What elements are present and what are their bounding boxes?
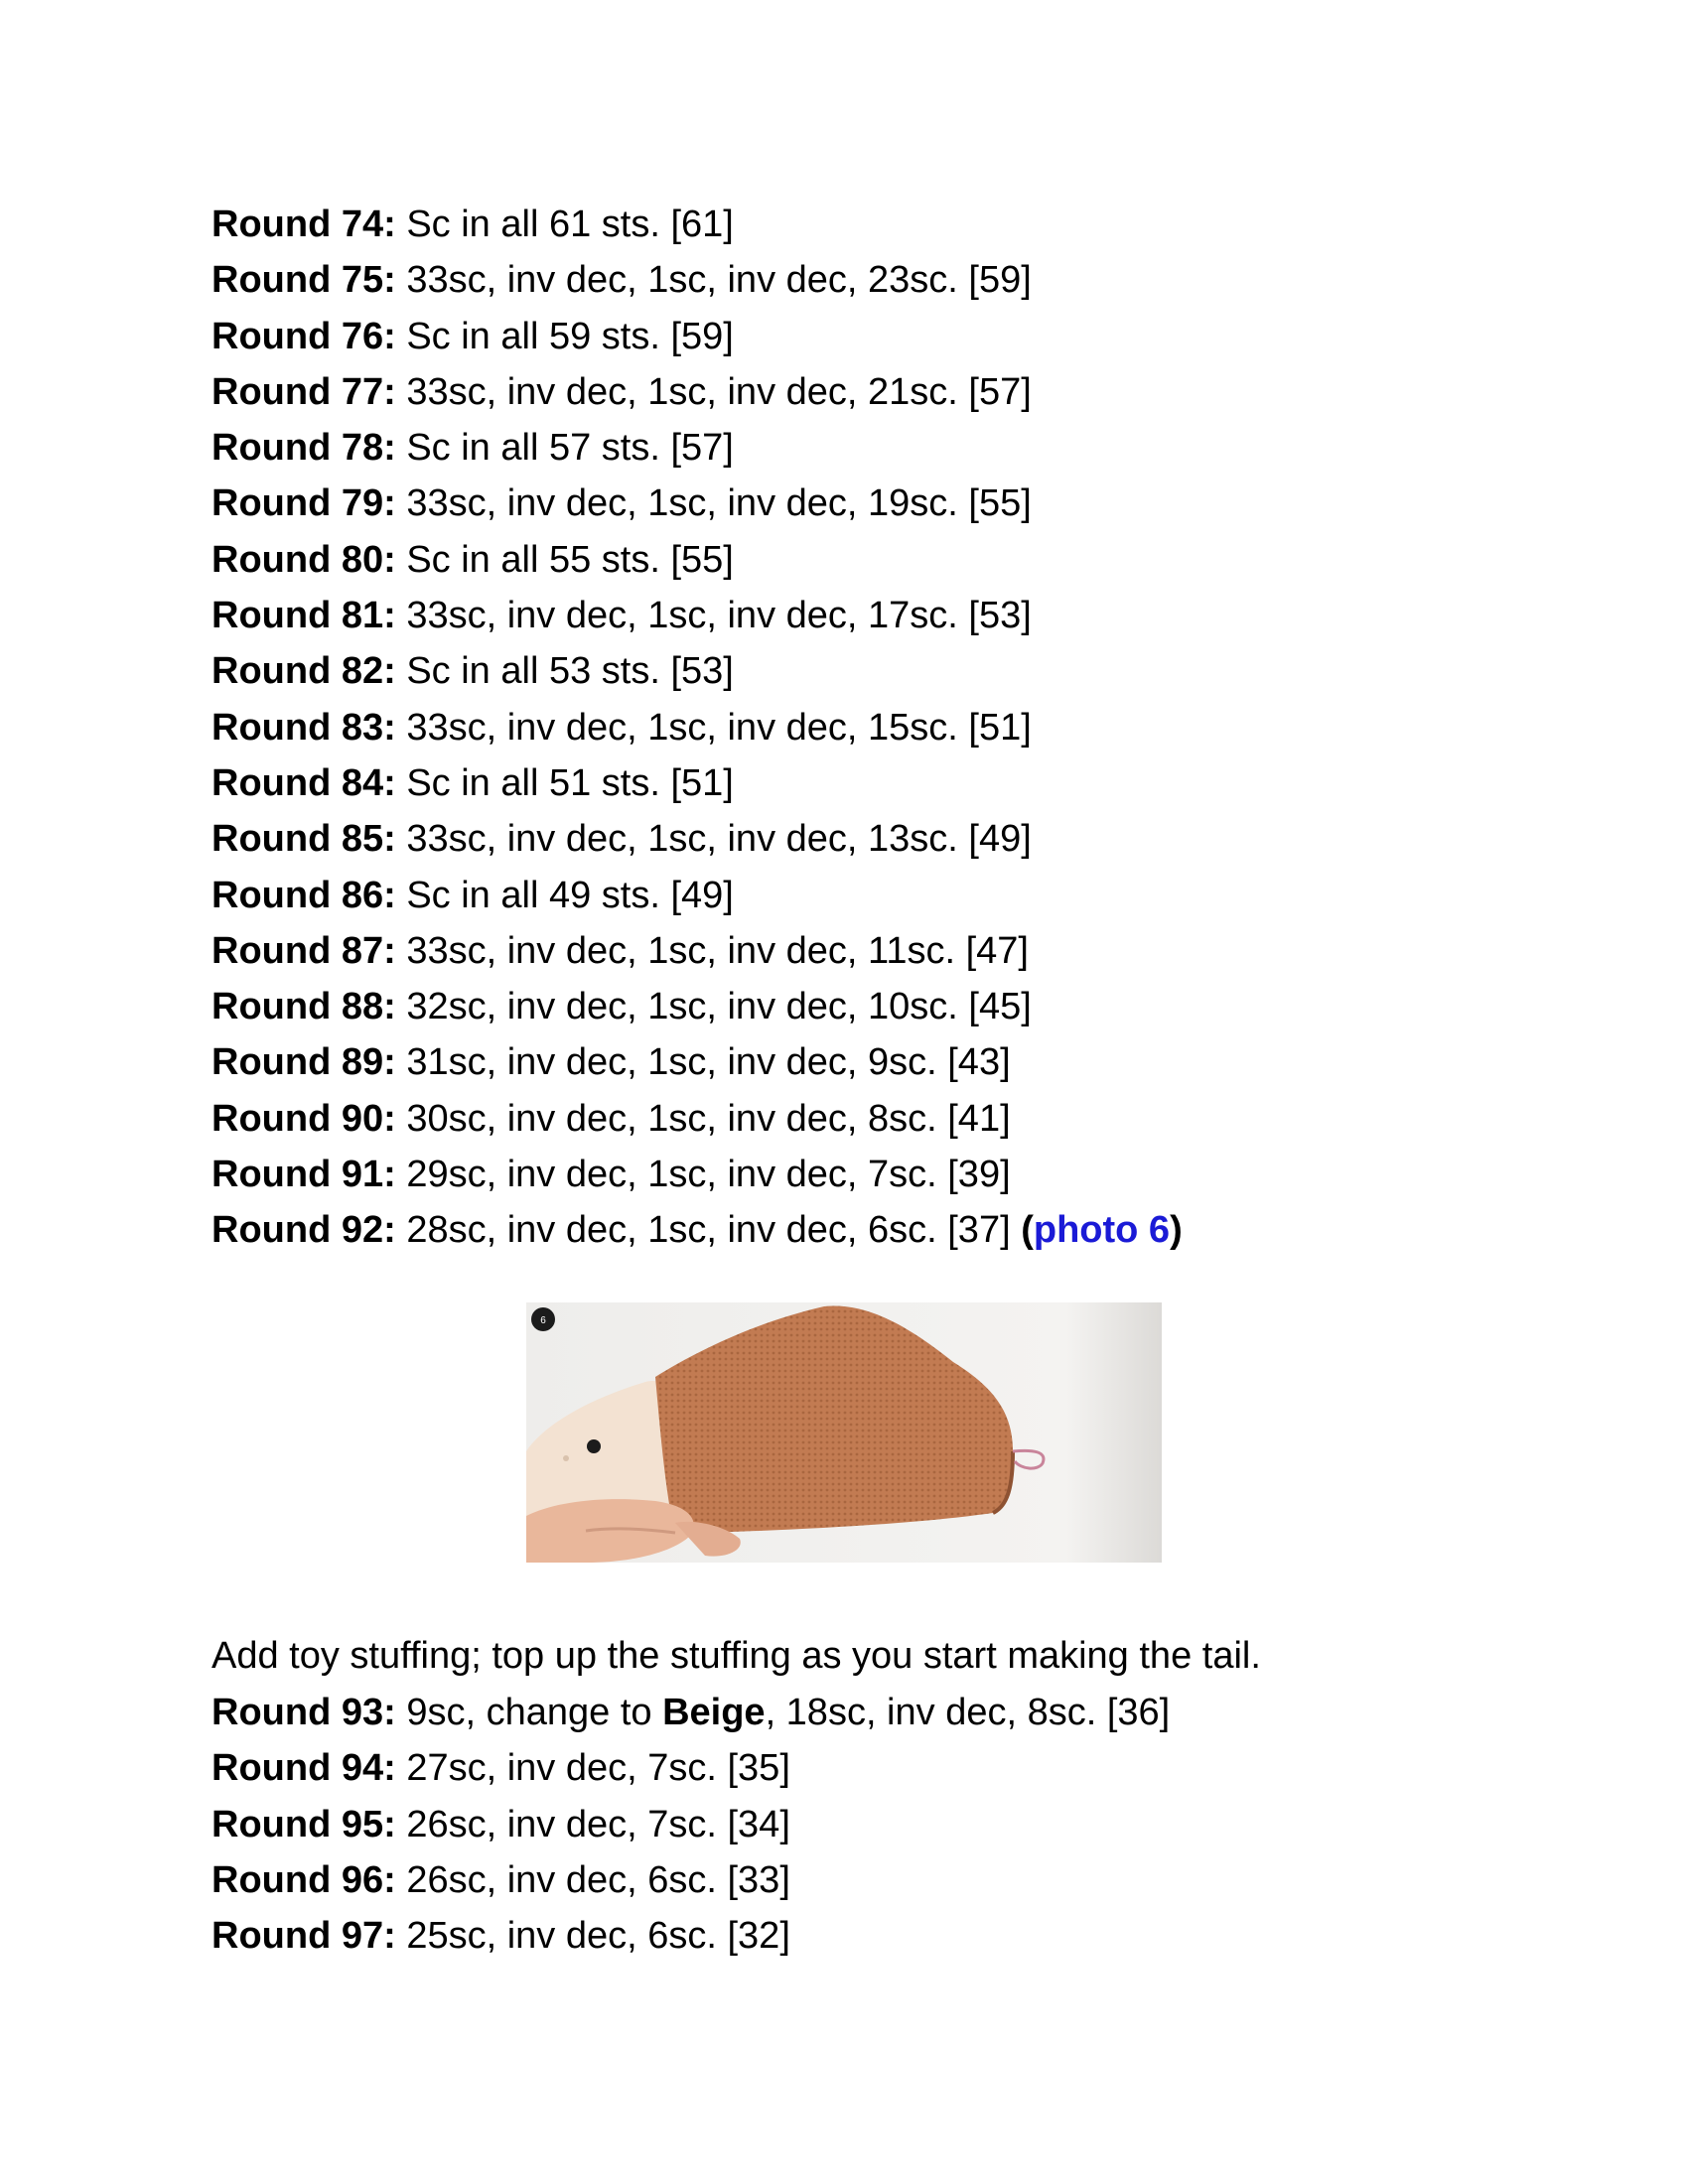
- photo-6-image: [526, 1302, 1162, 1563]
- round-line: [211, 868, 1502, 923]
- round-text: Sc in all 55 sts. [55]: [395, 538, 734, 581]
- round-text: 27sc, inv dec, 7sc. [35]: [395, 1747, 790, 1790]
- round-text: Sc in all 53 sts. [53]: [395, 650, 734, 693]
- round-label: Round 82:: [211, 650, 396, 693]
- round-label: Round 97:: [211, 1915, 396, 1958]
- photo-ref-open-paren: (: [1021, 1209, 1034, 1252]
- photo-number-badge-text: 6: [540, 1315, 546, 1326]
- round-label: Round 89:: [211, 1041, 396, 1084]
- round-text: 31sc, inv dec, 1sc, inv dec, 9sc. [43]: [395, 1041, 1011, 1084]
- round-line: [211, 1908, 1502, 1964]
- round-text: 32sc, inv dec, 1sc, inv dec, 10sc. [45]: [395, 986, 1032, 1028]
- round-text: 33sc, inv dec, 1sc, inv dec, 17sc. [53]: [395, 595, 1032, 637]
- round-line: [211, 1034, 1502, 1090]
- round-label: Round 79:: [211, 482, 396, 525]
- round-label: Round 74:: [211, 204, 396, 245]
- round-label: Round 80:: [211, 538, 396, 581]
- round-label: Round 81:: [211, 595, 396, 637]
- round-line: [211, 979, 1502, 1034]
- round-line: [211, 420, 1502, 476]
- round-text: 25sc, inv dec, 6sc. [32]: [395, 1915, 790, 1958]
- round-label: Round 92:: [211, 1209, 396, 1252]
- round-text: 33sc, inv dec, 1sc, inv dec, 11sc. [47]: [395, 929, 1029, 972]
- round-line: [211, 1147, 1502, 1202]
- round-line: [211, 811, 1502, 867]
- round-text: Sc in all 59 sts. [59]: [395, 315, 734, 357]
- color-name: Beige: [662, 1692, 766, 1733]
- round-line: [211, 197, 1502, 252]
- round-line-93: [211, 1685, 1502, 1740]
- round-label: Round 96:: [211, 1858, 396, 1901]
- round-text: 26sc, inv dec, 6sc. [33]: [395, 1858, 790, 1901]
- round-text: , 18sc, inv dec, 8sc. [36]: [765, 1692, 1171, 1733]
- round-label: Round 83:: [211, 706, 396, 749]
- photo-ref-close-paren: ): [1170, 1209, 1183, 1252]
- round-text: 28sc, inv dec, 1sc, inv dec, 6sc. [37]: [395, 1209, 1022, 1252]
- round-line: [211, 532, 1502, 588]
- round-label: Round 85:: [211, 818, 396, 861]
- round-label: Round 78:: [211, 427, 396, 470]
- hedgehog-crochet-illustration: [526, 1302, 1162, 1563]
- round-line: [211, 1797, 1502, 1852]
- rounds-list-bottom: [211, 1627, 1502, 1964]
- round-text: 26sc, inv dec, 7sc. [34]: [395, 1803, 790, 1845]
- round-text: 9sc, change to: [395, 1692, 663, 1733]
- round-label: Round 93:: [211, 1692, 396, 1733]
- photo-6-link[interactable]: photo 6: [1033, 1209, 1171, 1252]
- round-label: Round 86:: [211, 874, 396, 916]
- round-line: [211, 643, 1502, 699]
- round-label: Round 94:: [211, 1747, 396, 1790]
- round-text: 33sc, inv dec, 1sc, inv dec, 13sc. [49]: [395, 818, 1032, 861]
- round-line: [211, 476, 1502, 531]
- round-label: Round 87:: [211, 929, 396, 972]
- round-label: Round 76:: [211, 315, 396, 357]
- round-line: [211, 309, 1502, 364]
- round-label: Round 75:: [211, 259, 396, 302]
- round-line: [211, 1852, 1502, 1908]
- round-line: [211, 1740, 1502, 1796]
- round-text: 33sc, inv dec, 1sc, inv dec, 21sc. [57]: [395, 370, 1032, 413]
- round-line: [211, 755, 1502, 811]
- round-label: Round 88:: [211, 986, 396, 1028]
- round-line: [211, 923, 1502, 979]
- round-line: [211, 364, 1502, 420]
- round-label: Round 91:: [211, 1154, 396, 1196]
- round-line: [211, 252, 1502, 308]
- round-text: Sc in all 57 sts. [57]: [395, 427, 734, 470]
- round-text: Sc in all 61 sts. [61]: [395, 204, 734, 245]
- round-text: Sc in all 49 sts. [49]: [395, 874, 734, 916]
- round-label: Round 84:: [211, 761, 396, 804]
- round-label: Round 77:: [211, 370, 396, 413]
- round-text: 29sc, inv dec, 1sc, inv dec, 7sc. [39]: [395, 1154, 1011, 1196]
- hedgehog-nose: [563, 1455, 569, 1461]
- rounds-list-top: [211, 197, 1502, 1259]
- round-line-92: [211, 1202, 1502, 1258]
- round-text: 33sc, inv dec, 1sc, inv dec, 23sc. [59]: [395, 259, 1032, 302]
- round-label: Round 90:: [211, 1097, 396, 1140]
- stuffing-note: Add toy stuffing; top up the stuffing as you start making the tail.: [211, 1635, 1261, 1677]
- hedgehog-eye: [587, 1439, 601, 1453]
- round-text: 33sc, inv dec, 1sc, inv dec, 19sc. [55]: [395, 482, 1032, 525]
- round-text: Sc in all 51 sts. [51]: [395, 761, 734, 804]
- round-line: [211, 1091, 1502, 1147]
- round-text: 30sc, inv dec, 1sc, inv dec, 8sc. [41]: [395, 1097, 1011, 1140]
- round-text: 33sc, inv dec, 1sc, inv dec, 15sc. [51]: [395, 706, 1032, 749]
- round-line: [211, 700, 1502, 755]
- round-line: [211, 588, 1502, 643]
- round-label: Round 95:: [211, 1803, 396, 1845]
